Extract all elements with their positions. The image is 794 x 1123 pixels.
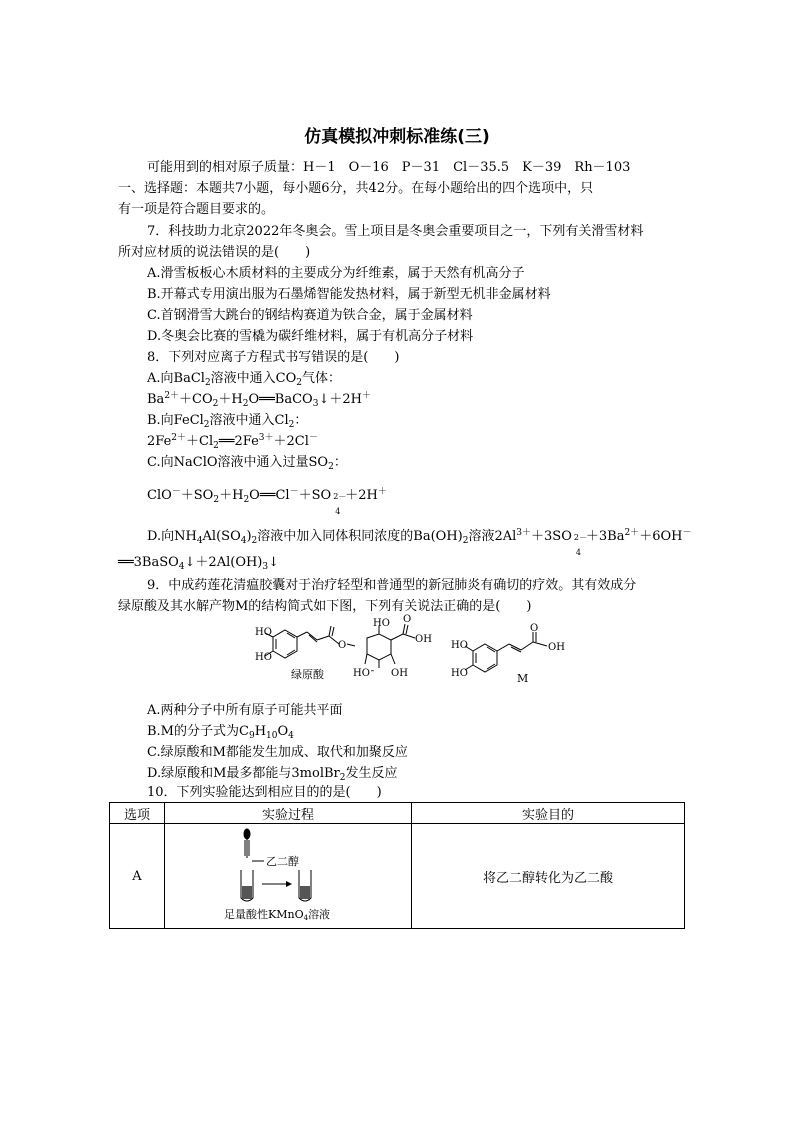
header-purpose: 实验目的 xyxy=(412,803,685,824)
q7-stem-cont: 所对应材质的说法错误的是( ) xyxy=(118,245,311,260)
table-row xyxy=(110,824,685,929)
svg-text:HO: HO xyxy=(255,652,272,663)
svg-text:HO: HO xyxy=(451,640,468,651)
q9-option-a: A.两种分子中所有原子可能共平面 xyxy=(147,703,343,718)
q7-option-b: B.开幕式专用演出服为石墨烯智能发热材料，属于新型无机非金属材料 xyxy=(147,287,551,302)
header-procedure: 实验过程 xyxy=(165,803,412,824)
m-structure xyxy=(465,632,547,672)
svg-text:O: O xyxy=(403,614,412,625)
chemical-structures-figure xyxy=(255,614,585,694)
q7-option-c: C.首钢滑雪大跳台的钢结构赛道为铁合金，属于金属材料 xyxy=(147,308,473,323)
m-label: M xyxy=(517,672,529,685)
apparatus-reagent-label: 乙二醇 xyxy=(266,855,299,868)
row-purpose: 将乙二醇转化为乙二酸 xyxy=(412,824,685,929)
svg-text:HO: HO xyxy=(451,668,468,679)
q8-equation-c: $ClO^-+SO_2+H_2O══Cl^-+SO$ 2－ 4 ＋2H＋ xyxy=(147,487,387,516)
svg-text:OH: OH xyxy=(548,642,565,653)
q8-option-d: D.向$NH_4Al(SO_4)_2$溶液中加入同体积同浓度的$Ba(OH)_2$溶液$2Al^{3+}+3SO$ 2－ 4 $+3Ba^{2+}+6OH^-$ xyxy=(147,528,692,557)
q9-stem: 9．中成药莲花清瘟胶囊对于治疗轻型和普通型的新冠肺炎有确切的疗效。其有效成分 xyxy=(147,578,637,593)
q8-option-b: B.向FeCl$_2$溶液中通入$Cl_2$： xyxy=(147,413,308,430)
svg-text:OH: OH xyxy=(415,634,432,645)
q9-stem-cont: 绿原酸及其水解产物M的结构简式如下图，下列有关说法正确的是( ) xyxy=(118,599,532,614)
q7-option-d: D.冬奥会比赛的雪橇为碳纤维材料，属于有机高分子材料 xyxy=(147,329,474,344)
q8-option-a: A.向BaCl$_2$溶液中通入$CO_2$气体： xyxy=(147,371,342,388)
atomic-masses: 可能用到的相对原子质量：H－1 O－16 P－31 Cl－35.5 K－39 Rh－103 xyxy=(147,160,631,175)
q10-table xyxy=(109,802,685,929)
q7-option-a: A.滑雪板板心木质材料的主要成分为纤维素，属于天然有机高分子 xyxy=(147,266,525,281)
q8-stem: 8．下列对应离子方程式书写错误的是( ) xyxy=(147,350,400,365)
section-instructions: 一、选择题：本题共7小题，每小题6分，共42分。在每小题给出的四个选项中，只 xyxy=(118,181,594,196)
page-title: 仿真模拟冲刺标准练(三) xyxy=(304,127,490,147)
q9-option-b: B.M的分子式为$C_9H_{10}O_4$ xyxy=(147,724,294,741)
q9-option-d: D.绿原酸和M最多都能与3molBr$_2$发生反应 xyxy=(147,766,398,783)
q10-stem: 10．下列实验能达到相应目的的是( ) xyxy=(147,785,382,800)
table-header-row xyxy=(110,803,685,824)
q7-stem: 7．科技助力北京2022年冬奥会。雪上项目是冬奥会重要项目之一，下列有关滑雪材料 xyxy=(147,224,644,239)
svg-text:O: O xyxy=(530,623,539,634)
chlorogenic-acid-label: 绿原酸 xyxy=(291,668,324,681)
svg-text:̄ xyxy=(371,671,374,672)
q9-option-c: C.绿原酸和M都能发生加成、取代和加聚反应 xyxy=(147,745,408,760)
svg-text:HO: HO xyxy=(373,618,390,629)
row-option: A xyxy=(110,824,165,929)
svg-text:HO: HO xyxy=(255,627,272,638)
svg-text:HO: HO xyxy=(353,668,370,679)
dropper-icon xyxy=(244,829,250,858)
test-tube-right-icon xyxy=(299,870,311,901)
header-option: 选项 xyxy=(110,803,165,824)
q8-option-c: C.向NaClO溶液中通入过量$SO_2$： xyxy=(147,455,347,472)
test-tube-left-icon xyxy=(241,870,253,901)
q8-equation-d-cont: $══3BaSO_4↓+2Al(OH)_3↓$ xyxy=(118,555,280,572)
svg-text:OH: OH xyxy=(391,668,408,679)
apparatus-figure xyxy=(222,828,362,924)
q8-equation-a: $Ba^{2+}+CO_2+H_2O══BaCO_3↓+2H^+$ xyxy=(147,391,371,409)
apparatus-solution-label: 足量酸性KMnO4溶液 xyxy=(224,908,331,922)
svg-text:O: O xyxy=(338,640,347,651)
section-instructions-cont: 有一项是符合题目要求的。 xyxy=(118,202,275,217)
q8-equation-b: $2Fe^{2+}+Cl_2══2Fe^{3+}+2Cl^-$ xyxy=(147,433,318,451)
